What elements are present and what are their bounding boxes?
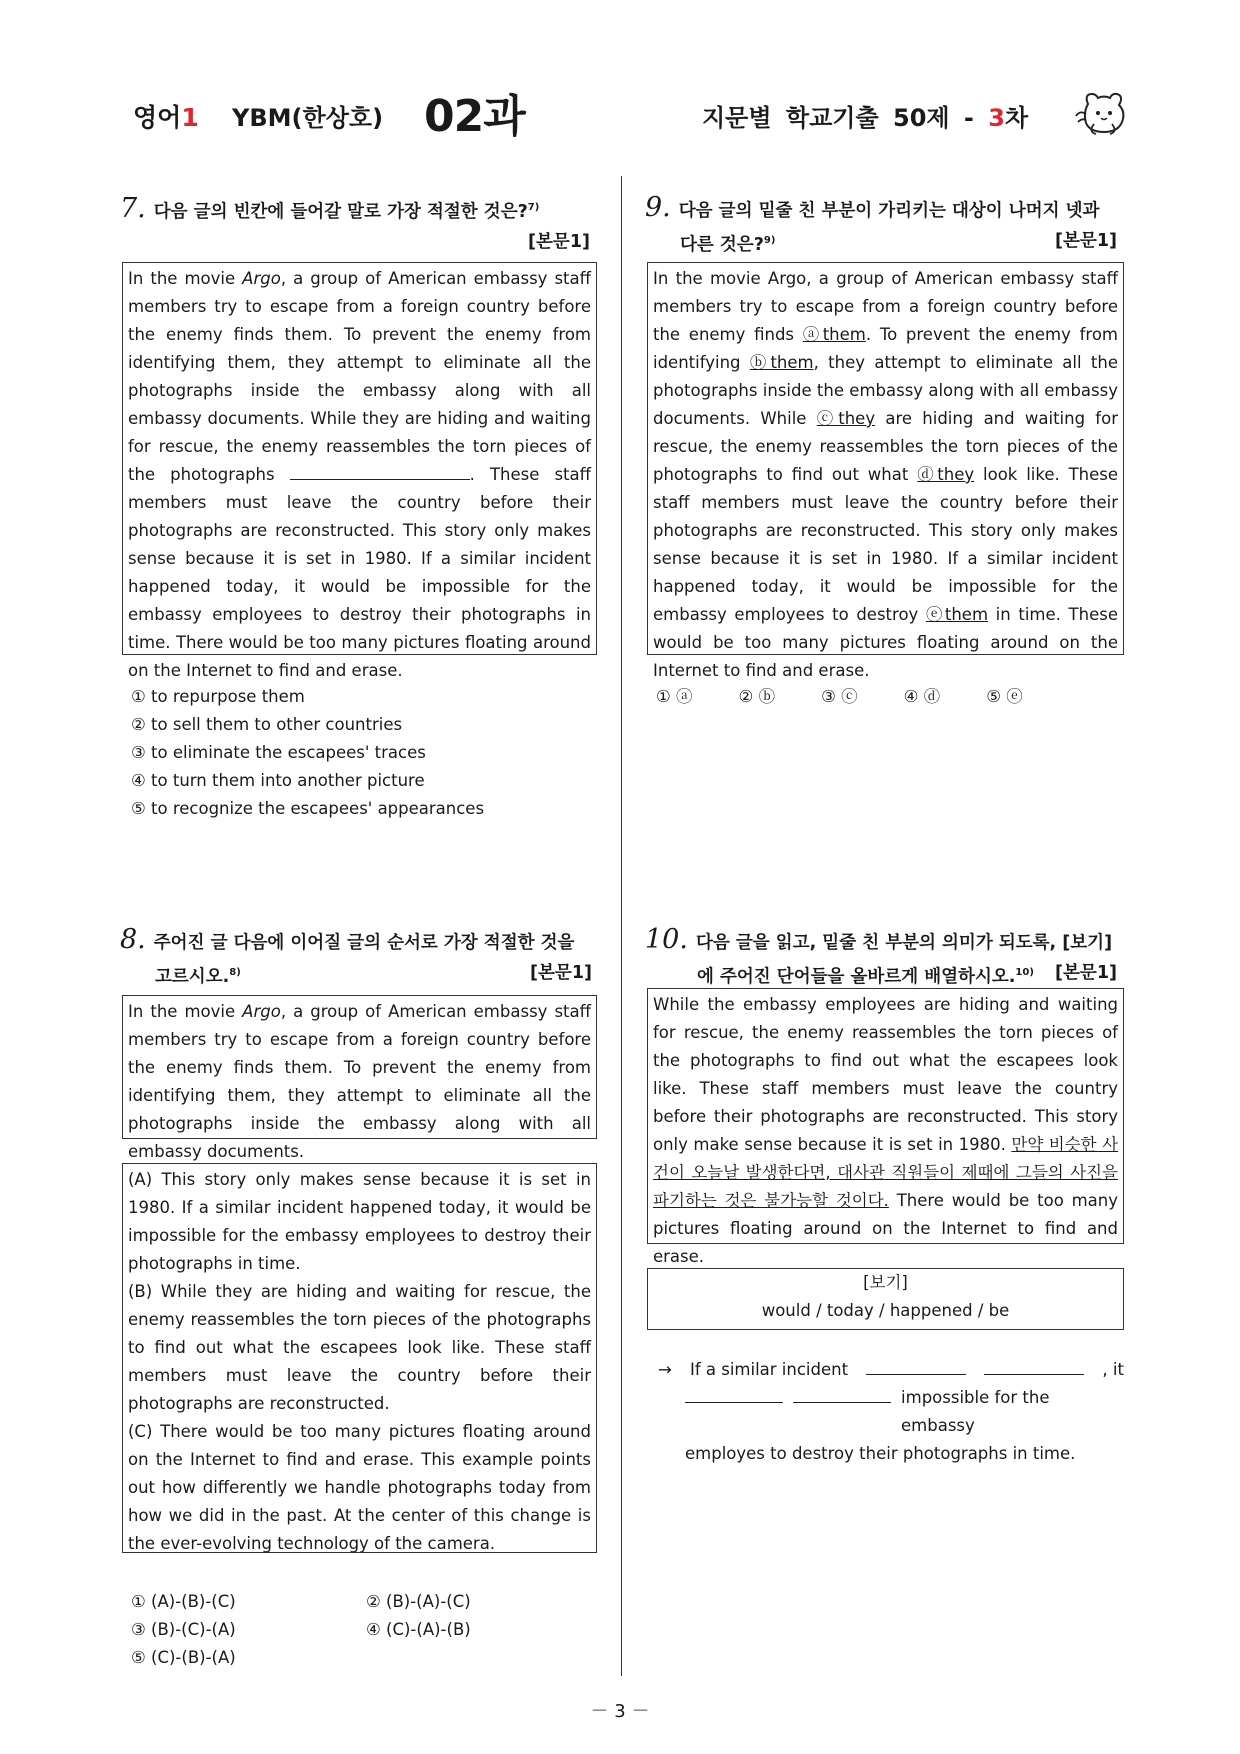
q9-option[interactable]: ③ ⓒ — [821, 687, 858, 706]
q8-part-c: (C) There would be too many pictures floating around on the Internet to find and erase. This example points out how differently we handle photographs today from how we did in the past. At the center of this change is the ever-evolving technology of the camera. — [128, 1422, 591, 1553]
q10-passage: While the embassy employees are hiding and waiting for rescue, the enemy reassembles the torn pieces of the photographs to find out what the escapees look like. These staff members must leave the country before their photographs are reconstructed. This story only make sense because it is set in 1980. 만약 비슷한 사건이 오늘날 발생한다면, 대사관 직원들이 제때에 그들의 사진을 파기하는 것은 불가능할 것이다. There would be too many pictures floating around on the Internet to find and erase. — [647, 988, 1124, 1244]
test-title: 지문별 학교기출 50제 - 3차 — [702, 104, 1029, 132]
q9-option[interactable]: ② ⓑ — [738, 687, 776, 706]
bogi-title: [보기] — [863, 1273, 908, 1292]
answer-blank[interactable] — [793, 1384, 891, 1403]
q8-option[interactable]: ④ (C)-(A)-(B) — [366, 1620, 471, 1639]
q7-option[interactable]: ⑤ to recognize the escapees' appearances — [131, 799, 485, 818]
q9-option[interactable]: ⑤ ⓔ — [986, 687, 1023, 706]
q8-option[interactable]: ① (A)-(B)-(C) — [131, 1592, 236, 1611]
q9-options — [656, 683, 1086, 711]
answer-blank[interactable] — [685, 1384, 783, 1403]
lesson-title: 02과 — [424, 91, 525, 142]
q8-given-passage: In the movie Argo, a group of American embassy staff members try to escape from a foreign country before the enemy finds them. To prevent the enemy from identifying them, they attempt to eliminate all the photographs inside the embassy along with all embassy documents. — [122, 995, 597, 1139]
bogi-words: would / today / happened / be — [761, 1301, 1010, 1320]
q7-passage: In the movie Argo, a group of American embassy staff members try to escape from a foreign country before the enemy finds them. To prevent the enemy from identifying them, they attempt to eliminate all the photographs inside the embassy along with all embassy documents. While they are hiding and waiting for rescue, the enemy reassembles the torn pieces of the photographs . These staff members must leave the country before their photographs are reconstructed. This story only makes sense because it is set in 1980. If a similar incident happened today, it would be impossible for the embassy employees to destroy their photographs in time. There would be too many pictures floating around on the Internet to find and erase. — [122, 262, 597, 655]
q7-header: 7. 다음 글의 빈칸에 들어갈 말로 가장 적절한 것은?$^{7)}$ [본문1] — [120, 192, 590, 252]
underlined-korean: 만약 비슷한 사건이 오늘날 발생한다면, 대사관 직원들이 제때에 그들의 사진을 파기하는 것은 불가능할 것이다. — [653, 1135, 1119, 1210]
q8-header: 8. 주어진 글 다음에 이어질 글의 순서로 가장 적절한 것을 고르시오.$^{8)}$ [본문1] — [120, 924, 592, 987]
q7-option[interactable]: ① to repurpose them — [131, 687, 305, 706]
answer-blank[interactable] — [866, 1356, 966, 1375]
bear-mascot-icon — [1074, 86, 1132, 138]
q8-option[interactable]: ② (B)-(A)-(C) — [366, 1592, 471, 1611]
q7-options — [131, 683, 484, 823]
q9-option[interactable]: ① ⓐ — [656, 687, 693, 706]
q7-option[interactable]: ③ to eliminate the escapees' traces — [131, 743, 426, 762]
q8-part-b: (B) While they are hiding and waiting for rescue, the enemy reassembles the torn pieces of the photographs to find out what the escapees look like. These staff members must leave the country before their photographs are reconstructed. — [128, 1282, 591, 1413]
bogi-box — [647, 1268, 1124, 1330]
answer-blank — [290, 461, 470, 480]
q7-option[interactable]: ④ to turn them into another picture — [131, 771, 425, 790]
q9-option[interactable]: ④ ⓓ — [903, 687, 941, 706]
q8-option[interactable]: ③ (B)-(C)-(A) — [131, 1620, 236, 1639]
q9-header: 9. 다음 글의 밑줄 친 부분이 가리키는 대상이 나머지 넷과 다른 것은?$^{9)}$ [본문1] — [645, 192, 1117, 255]
publisher-label: YBM(한상호) — [232, 104, 384, 132]
q8-parts-box — [122, 1163, 597, 1553]
q10-answer: → If a similar incident , it impossible for the embassy employes to destroy their photographs in time. — [658, 1356, 1124, 1468]
subject-label: 영어1 — [133, 103, 199, 132]
q8-option[interactable]: ⑤ (C)-(B)-(A) — [131, 1648, 236, 1667]
q9-passage: In the movie Argo, a group of American embassy staff members try to escape from a foreign country before the enemy finds ⓐthem. To prevent the enemy from identifying ⓑthem, they attempt to eliminate all the photographs inside the embassy along with all embassy documents. While ⓒthey are hiding and waiting for rescue, the enemy reassembles the torn pieces of the photographs to find out what ⓓthey look like. These staff members must leave the country before their photographs are reconstructed. This story only makes sense because it is set in 1980. If a similar incident happened today, it would be impossible for the embassy employees to destroy ⓔthem in time. These would be too many pictures floating around on the Internet to find and erase. — [647, 262, 1124, 655]
column-divider — [621, 176, 622, 1676]
page-number: － 3 － — [590, 1701, 650, 1722]
q8-part-a: (A) This story only makes sense because it is set in 1980. If a similar incident happened today, it would be impossible for the embassy employees to destroy their photographs in time. — [128, 1170, 591, 1273]
q10-header: 10. 다음 글을 읽고, 밑줄 친 부분의 의미가 되도록, [보기] 에 주어진 단어들을 올바르게 배열하시오.$^{10)}$ [본문1] — [645, 924, 1117, 987]
answer-blank[interactable] — [984, 1356, 1084, 1375]
q7-option[interactable]: ② to sell them to other countries — [131, 715, 403, 734]
q8-options — [131, 1588, 601, 1672]
